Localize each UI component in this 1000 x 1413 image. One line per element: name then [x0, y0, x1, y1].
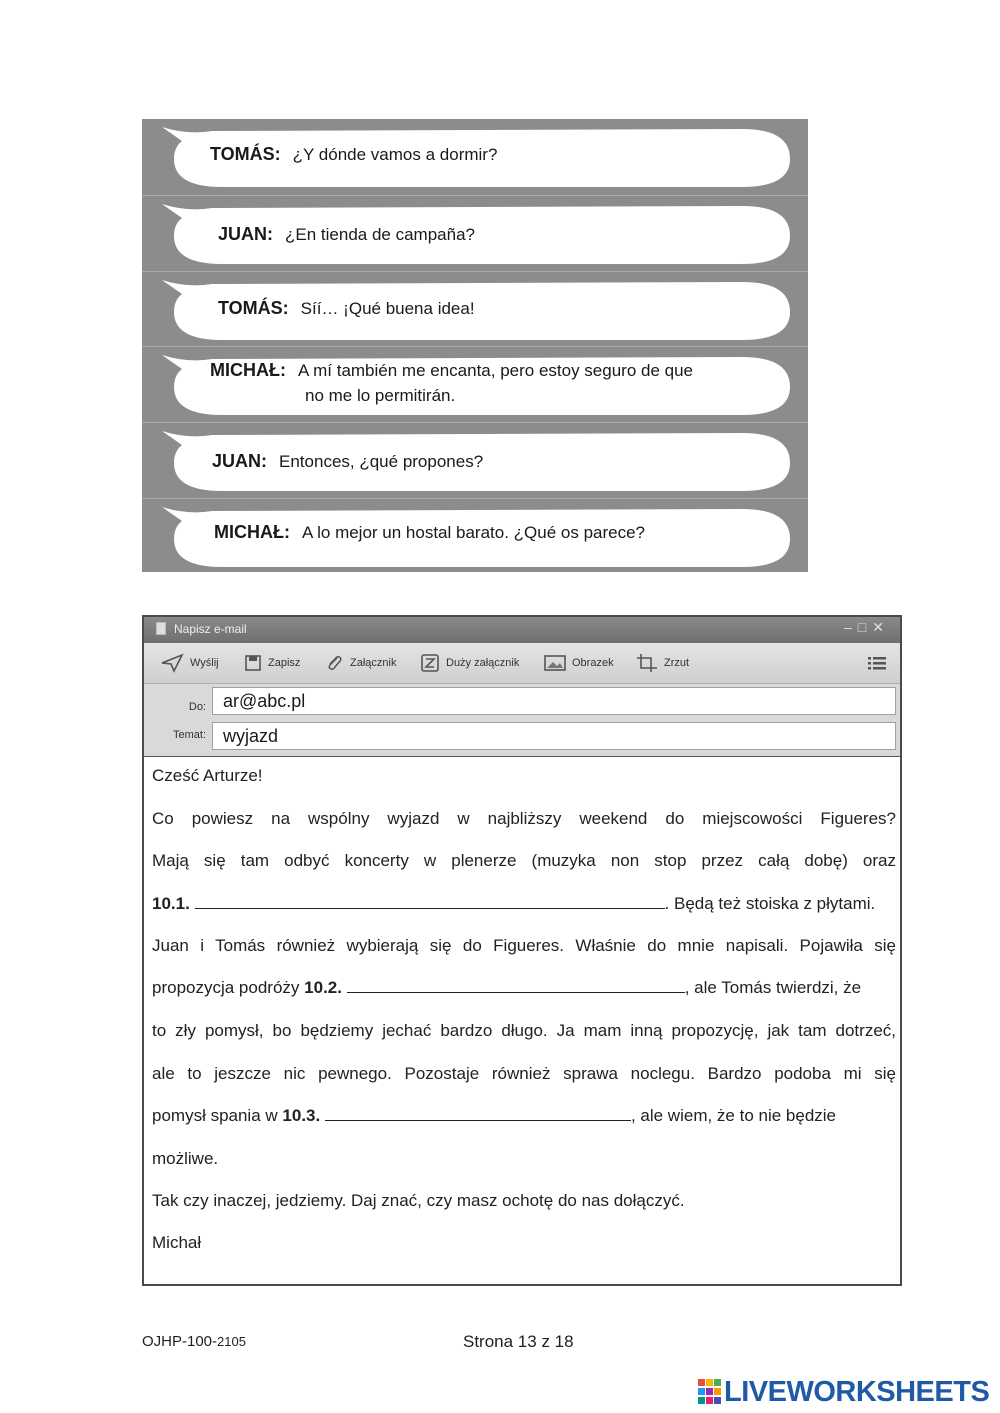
email-compose-window [142, 615, 902, 1286]
save-button[interactable]: Zapisz [244, 652, 300, 674]
liveworksheets-logo-icon [698, 1379, 722, 1405]
signature: Michał [152, 1233, 202, 1252]
close-icon[interactable]: ✕ [872, 619, 890, 635]
exam-code: OJHP-100-2105 [142, 1333, 246, 1350]
speech-text: A mí también me encanta, pero estoy seguro de que [297, 361, 694, 380]
dialogue-row [142, 346, 808, 422]
large-attachment-button[interactable]: Duży załącznik [420, 652, 519, 674]
to-label: Do: [188, 701, 206, 713]
dialogue-panel [142, 119, 808, 572]
speech-text: ¿En tienda de campaña? [285, 225, 475, 244]
body-line-gap2: propozycja podróży 10.2. , ale Tomás twierdzi, że [152, 978, 862, 997]
image-button[interactable]: Obrazek [544, 652, 614, 674]
answer-blank-10-3[interactable] [325, 1104, 631, 1121]
subject-label: Temat: [172, 729, 206, 741]
speech-text: Entonces, ¿qué propones? [279, 452, 484, 471]
speech-text: ¿Y dónde vamos a dormir? [292, 145, 498, 164]
speaker-name: MICHAŁ: [210, 360, 286, 380]
body-line: Juan i Tomás również wybierają się do Figueres. Właśnie do mnie napisali. Pojawiła się [152, 936, 896, 955]
minimize-icon[interactable]: – [844, 619, 858, 635]
speaker-name: JUAN: [212, 451, 268, 471]
email-toolbar [144, 643, 900, 684]
send-icon [160, 653, 184, 673]
paperclip-icon [324, 653, 344, 673]
window-controls [844, 619, 890, 636]
window-titlebar [144, 617, 900, 643]
gap-label: 10.1. [152, 894, 190, 913]
page-number: Strona 13 z 18 [463, 1332, 574, 1351]
dialogue-row [142, 498, 808, 573]
speaker-name: TOMÁS: [210, 144, 281, 164]
email-header-fields [144, 684, 900, 757]
maximize-icon[interactable]: □ [857, 619, 873, 635]
attachment-button[interactable]: Załącznik [324, 652, 396, 674]
greeting: Cześć Arturze! [152, 766, 263, 785]
dialogue-line [210, 142, 497, 167]
large-attachment-icon [420, 654, 440, 672]
speaker-name: MICHAŁ: [214, 522, 290, 542]
body-line: to zły pomysł, bo będziemy jechać bardzo długo. Ja mam inną propozycję, jak tam dotrzeć, [152, 1021, 896, 1040]
to-field[interactable]: ar@abc.pl [212, 687, 896, 715]
answer-blank-10-2[interactable] [347, 976, 685, 993]
dialogue-row [142, 195, 808, 271]
gap-label: 10.3. [282, 1106, 321, 1125]
dialogue-line [218, 296, 475, 321]
body-line: możliwe. [152, 1149, 219, 1168]
speaker-name: TOMÁS: [218, 298, 289, 318]
dialogue-line [214, 520, 645, 545]
speech-text: A lo mejor un hostal barato. ¿Qué os parece? [301, 523, 646, 542]
body-line-gap3: pomysł spania w 10.3. , ale wiem, że to nie będzie [152, 1106, 837, 1125]
speech-text-line2: no me lo permitirán. [305, 386, 456, 405]
speaker-name: JUAN: [218, 224, 274, 244]
body-line-gap1: 10.1. . Będą też stoiska z płytami. [152, 894, 876, 913]
liveworksheets-logo: LIVEWORKSHEETS [698, 1375, 989, 1409]
answer-blank-10-1[interactable] [195, 892, 665, 909]
dialogue-line [218, 222, 475, 247]
image-icon [544, 654, 566, 672]
screenshot-button[interactable]: Zrzut [636, 652, 689, 674]
dialogue-row [142, 271, 808, 346]
dialogue-row [142, 422, 808, 498]
dialogue-line [212, 449, 483, 474]
dialogue-line [210, 358, 693, 408]
body-line: Mają się tam odbyć koncerty w plenerze (muzyka non stop przez całą dobę) oraz [152, 851, 896, 870]
crop-icon [636, 653, 658, 673]
window-title: Napisz e-mail [174, 622, 247, 636]
send-button[interactable]: Wyślij [160, 652, 219, 674]
speech-text: Síí… ¡Qué buena idea! [300, 299, 475, 318]
document-icon [156, 622, 166, 635]
save-icon [244, 654, 262, 672]
body-line: ale to jeszcze nic pewnego. Pozostaje również sprawa noclegu. Bardzo podoba mi się [152, 1064, 896, 1083]
body-line: Co powiesz na wspólny wyjazd w najbliższy weekend do miejscowości Figueres? [152, 809, 896, 828]
subject-field[interactable]: wyjazd [212, 722, 896, 750]
dialogue-row [142, 119, 808, 194]
menu-list-icon[interactable] [868, 655, 886, 671]
body-line: Tak czy inaczej, jedziemy. Daj znać, czy masz ochotę do nas dołączyć. [152, 1191, 685, 1210]
gap-label: 10.2. [304, 978, 342, 997]
